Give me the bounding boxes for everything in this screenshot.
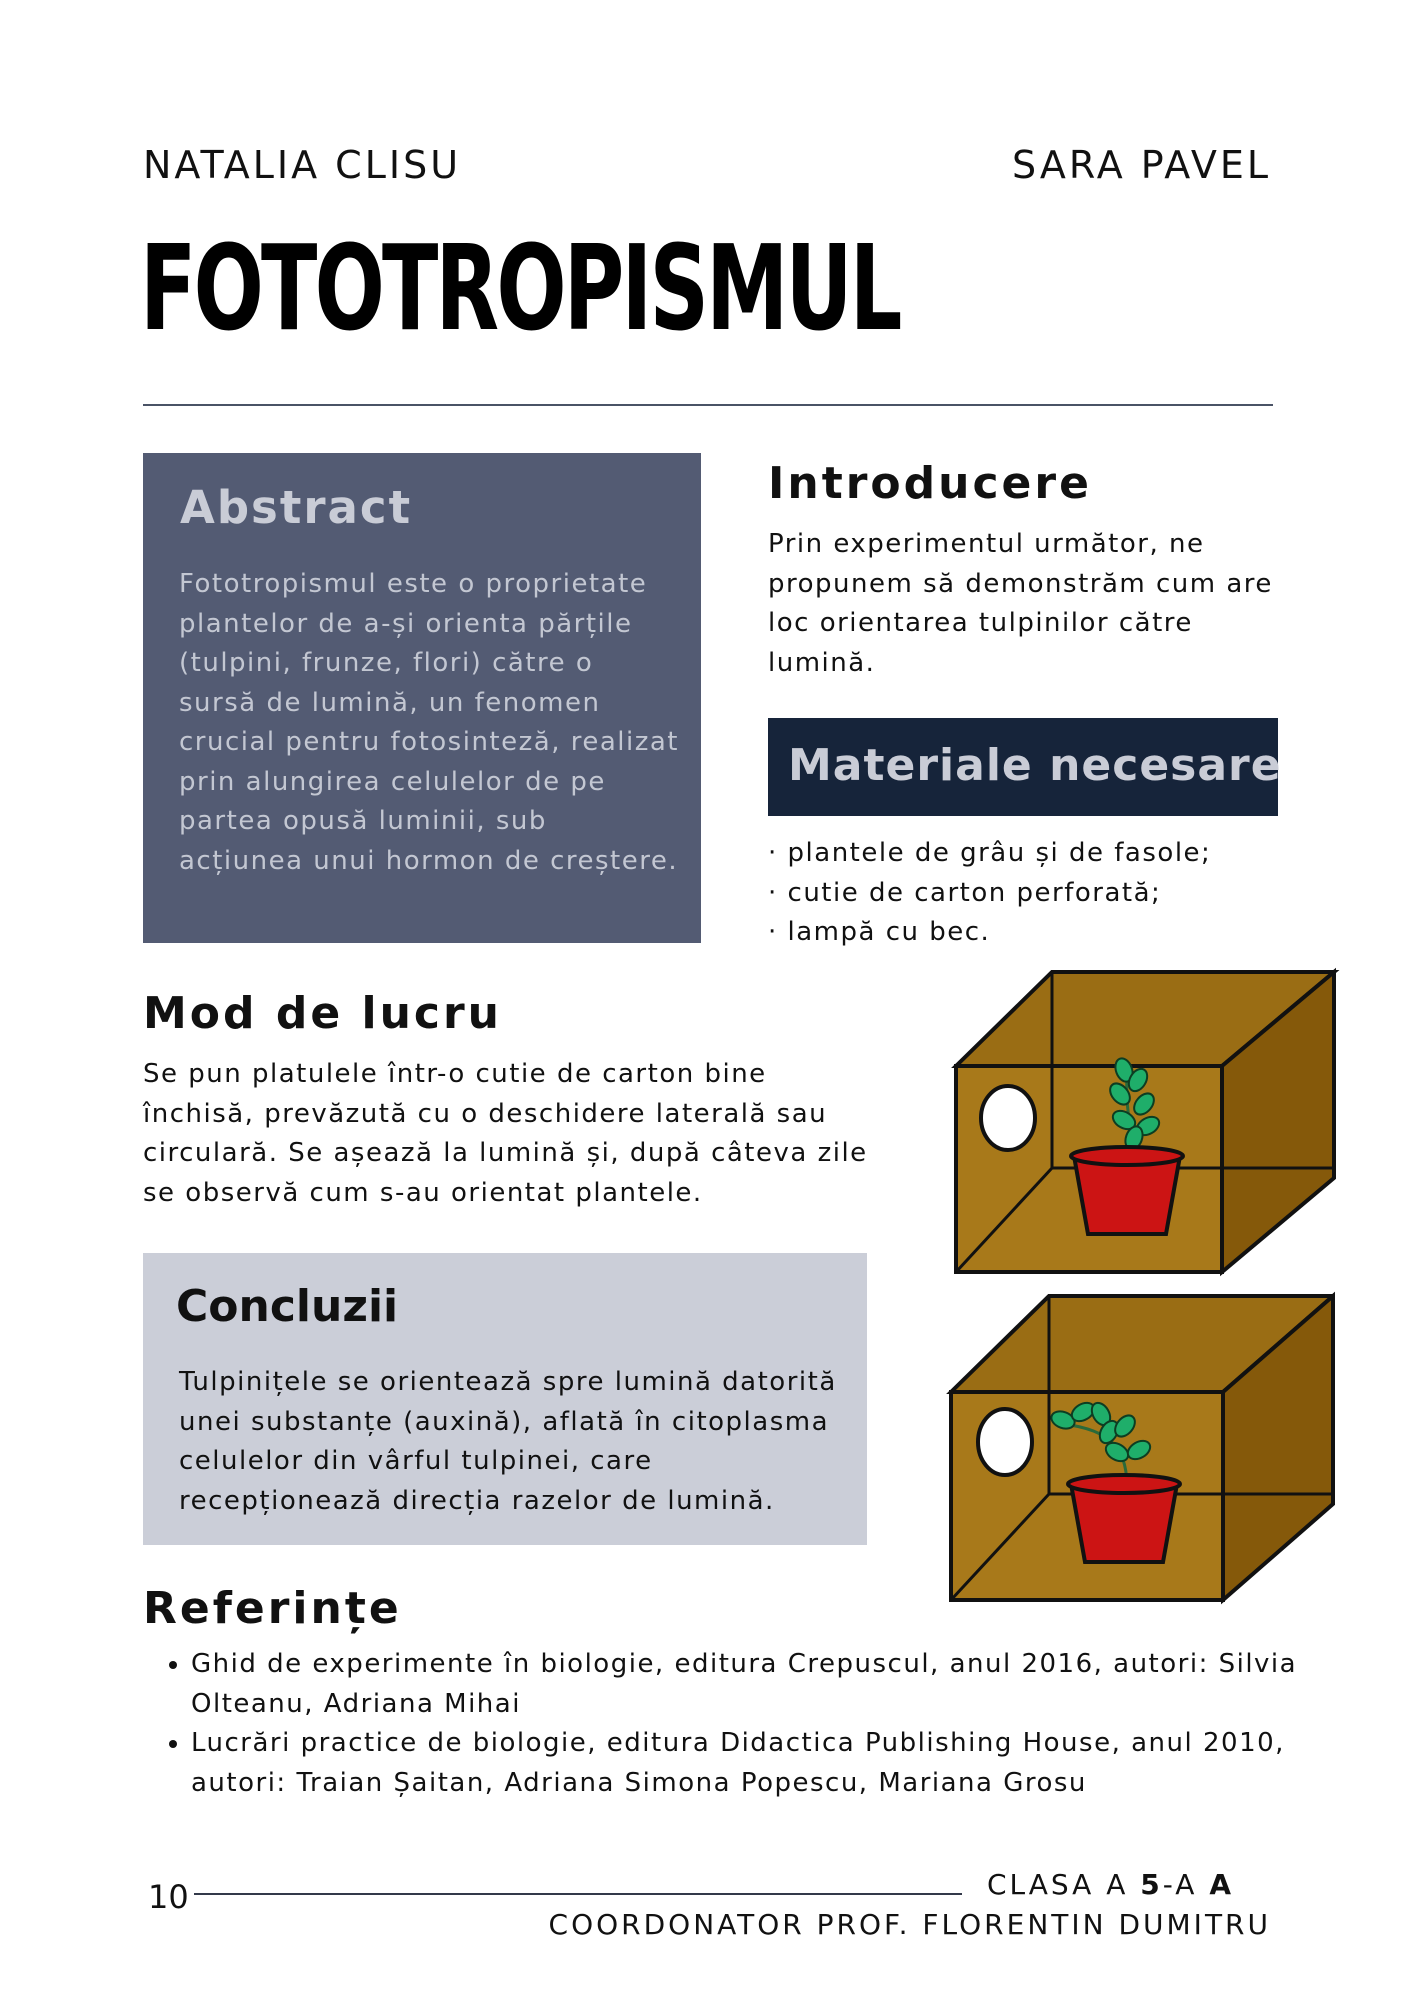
concluzii-text: Tulpinițele se orientează spre lumină datorită unei substanțe (auxină), aflată în citoplasma celulelor din vârful tulpinei, care recepționează direcția razelor de lumină. bbox=[179, 1367, 837, 1516]
coordinator-label: COORDONATOR PROF. FLORENTIN DUMITRU bbox=[548, 1908, 1271, 1941]
referinte-heading: Referințe bbox=[143, 1583, 402, 1634]
title-divider bbox=[143, 404, 1273, 406]
concluzii-heading: Concluzii bbox=[176, 1281, 399, 1332]
page-number: 10 bbox=[148, 1878, 189, 1916]
materiale-header-panel bbox=[768, 718, 1282, 816]
list-item: · cutie de carton perforată; bbox=[768, 877, 1162, 908]
list-item: · lampă cu bec. bbox=[768, 917, 991, 947]
box-hole-icon bbox=[981, 1086, 1035, 1150]
author-right: SARA PAVEL bbox=[1012, 143, 1271, 187]
concluzii-panel bbox=[143, 1253, 867, 1545]
list-item: • Lucrări practice de biologie, editura Didactica Publishing House, anul 2010, autori: Traian Șaitan, Adriana Simona Popescu, Mariana Grosu bbox=[191, 1724, 1341, 1803]
mod-de-lucru-text: Se pun platulele într-o cutie de carton bine închisă, prevăzută cu o deschidere laterală sau circulară. Se așează la lumină și, după câteva zile se observă cum s-au orientat plantele. bbox=[143, 1059, 868, 1208]
class-letter: A bbox=[1209, 1868, 1234, 1901]
mod-de-lucru-heading: Mod de lucru bbox=[143, 988, 502, 1039]
abstract-text: Fototropismul este o proprietate plantelor de a-și orienta părțile (tulpini, frunze, flori) către o sursă de lumină, un fenomen crucial pentru fotosinteză, realizat prin alungirea celulelor de pe partea opusă luminii, sub acțiunea unui hormon de creștere. bbox=[179, 569, 679, 876]
materiale-heading: Materiale necesare bbox=[788, 740, 1282, 791]
box-plant-illustration-before bbox=[948, 966, 1340, 1278]
introducere-text: Prin experimentul următor, ne propunem să demonstrăm cum are loc orientarea tulpinilor către lumină. bbox=[768, 529, 1273, 678]
class-middle: -A bbox=[1162, 1868, 1210, 1901]
abstract-heading: Abstract bbox=[180, 481, 413, 534]
list-item: · plantele de grâu și de fasole; bbox=[768, 838, 1212, 868]
referinte-list bbox=[155, 1645, 1341, 1803]
flower-pot-icon bbox=[1071, 1484, 1177, 1562]
class-label bbox=[987, 1868, 1234, 1901]
flower-pot-icon bbox=[1074, 1156, 1180, 1234]
list-item: • Ghid de experimente în biologie, editura Crepuscul, anul 2016, autori: Silvia Olteanu, Adriana Mihai bbox=[191, 1645, 1341, 1724]
footer-divider bbox=[194, 1893, 962, 1895]
class-number: 5 bbox=[1140, 1868, 1163, 1901]
page-title: FOTOTROPISMUL bbox=[140, 219, 900, 357]
materiale-list bbox=[768, 834, 1211, 953]
introducere-heading: Introducere bbox=[768, 458, 1092, 509]
box-plant-illustration-after bbox=[943, 1290, 1335, 1606]
abstract-panel bbox=[143, 453, 701, 943]
class-prefix: CLASA A bbox=[986, 1868, 1141, 1901]
box-hole-icon bbox=[978, 1409, 1032, 1475]
author-left: NATALIA CLISU bbox=[143, 143, 462, 187]
